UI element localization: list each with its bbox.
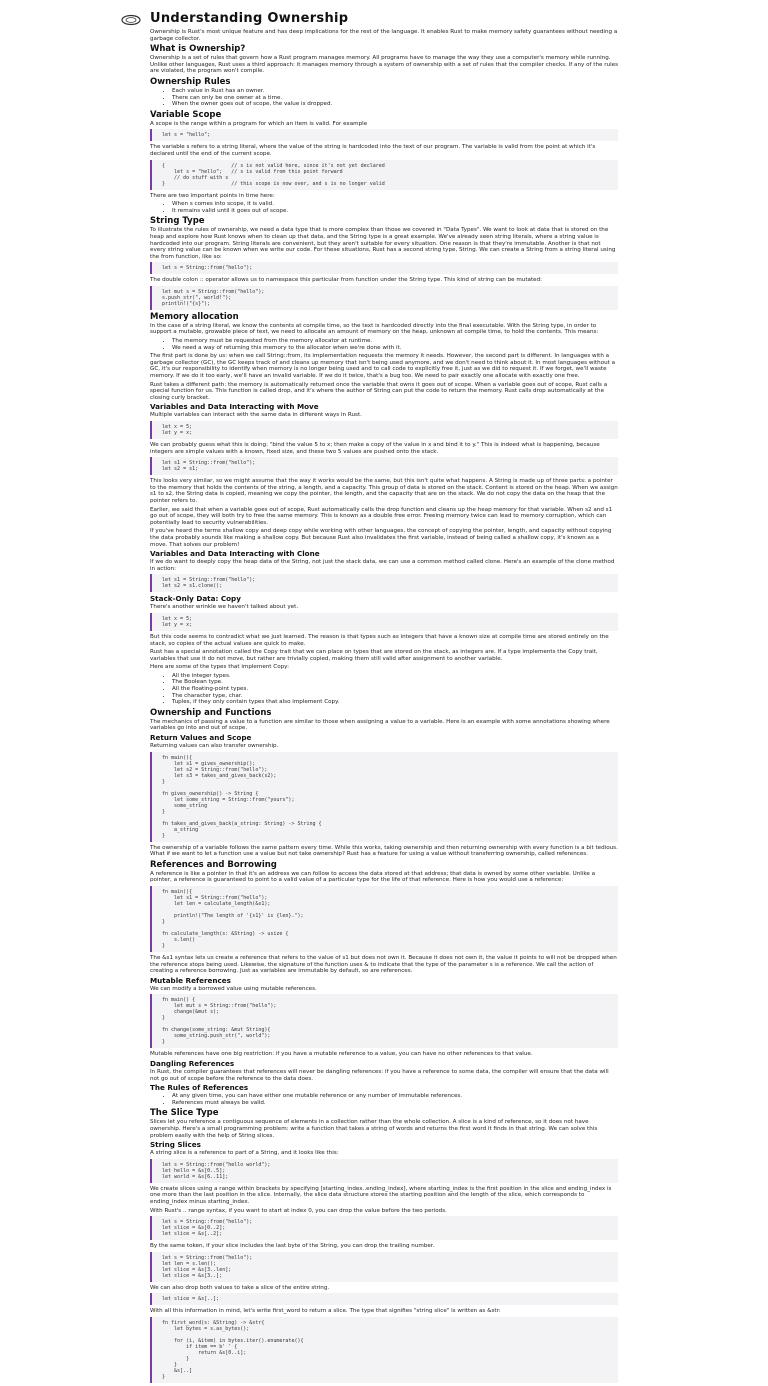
list-item: • All the integer types. <box>172 673 618 680</box>
paragraph: A scope is the range within a program for which an item is valid. For example <box>150 120 368 127</box>
list-item: • There can only be one owner at a time. <box>172 95 618 102</box>
heading-ownership-and-functions: Ownership and Functions <box>150 707 272 718</box>
paragraph: There are two important points in time here: <box>150 192 275 199</box>
list-item: • The memory must be requested from the memory allocator at runtime. <box>172 338 618 345</box>
heading-slice-type: The Slice Type <box>150 1108 219 1119</box>
subheading-string-slices: String Slices <box>150 1140 201 1150</box>
rules-list <box>150 88 618 108</box>
code-block: let s = String::from("hello"); let slice = &s[0..2]; let slice = &s[..2]; <box>150 1216 618 1240</box>
paragraph: Rust has a special annotation called the Copy trait that we can place on types that are stored on the stack, as integers are. If a type implements the Copy trait, variables that use it do not move, but rather are trivially copied, making them still valid after assignment to another variable. <box>150 649 598 662</box>
reference-rules-list <box>150 1093 618 1106</box>
page-title: Understanding Ownership <box>150 11 349 26</box>
list-item: • When the owner goes out of scope, the value is dropped. <box>172 101 618 108</box>
subheading-return-values: Return Values and Scope <box>150 733 252 743</box>
paragraph: If you've heard the terms shallow copy and deep copy while working with other languages, the concept of copying the pointer, length, and capacity without copying the data probably sounds like making a shallow copy. But because Rust also invalidates the first variable, instead of being called a shallow copy, it's known as a move. That solves our problem! <box>150 528 612 548</box>
paragraph: Here are some of the types that implement Copy: <box>150 664 289 671</box>
list-item: • It remains valid until it goes out of scope. <box>172 208 618 215</box>
paragraph: Slices let you reference a contiguous sequence of elements in a collection rather than the whole collection. A slice is a kind of reference, so it does not have ownership. Here's a small programming problem: write a function that takes a string of words and returns the first word it finds in that string. We can solve this problem easily with the help of String slices. <box>150 1119 598 1139</box>
paragraph: A string slice is a reference to part of a String, and it looks like this: <box>150 1150 339 1157</box>
scope-points-list <box>150 201 618 214</box>
paragraph: With all this information in mind, let's write first_word to return a slice. The type that signifies "string slice" is written as &str: <box>150 1308 501 1315</box>
paragraph: The ownership of a variable follows the same pattern every time. While this works, taking ownership and then returning ownership with every function is a bit tedious. What if we want to let a function use a value but not take ownership? Rust has a feature for using a value without transferring ownership, called references. <box>150 844 618 858</box>
code-block: fn main() { let mut s = String::from("hello"); change(&mut s); } fn change(some_string: &mut String){ some_string.push_str(", world"); } <box>150 994 618 1048</box>
heading-memory-allocation: Memory allocation <box>150 311 239 322</box>
paragraph: Ownership is a set of rules that govern how a Rust program manages memory. All programs have to manage the way they use a computer's memory while running. Unlike other languages, Rust uses a third approach: it manages memory through a system of ownership with a set of rules that the compiler checks. If any of the rules are violated, the program won't compile. <box>150 55 618 75</box>
copy-types-list <box>150 673 618 706</box>
paragraph: Earlier, we said that when a variable goes out of scope, Rust automatically calls the drop function and cleans up the heap memory for that variable. When s2 and s1 go out of scope, they will both try to free the same memory. This is known as a double free error. Freeing memory twice can lead to memory corruption, which can potentially lead to security vulnerabilities. <box>150 506 613 526</box>
code-block: let s = "hello"; <box>150 129 618 141</box>
paragraph: A reference is like a pointer in that it's an address we can follow to access the data stored at that address; that data is owned by some other variable. Unlike a pointer, a reference is guaranteed to point to a valid value of a particular type for the life of that reference. Here is how you would use a reference: <box>150 870 596 884</box>
code-block: let x = 5; let y = x; <box>150 421 618 439</box>
heading-ownership-rules: Ownership Rules <box>150 76 231 87</box>
code-block: let mut s = String::from("hello"); s.push_str(", world!"); println!("{s}"); <box>150 286 618 310</box>
code-block: let s1 = String::from("hello"); let s2 = s1; <box>150 457 618 475</box>
subheading-mutable-references: Mutable References <box>150 975 231 985</box>
paragraph: Multiple variables can interact with the same data in different ways in Rust. <box>150 412 362 419</box>
code-block: fn first_word(s: &String) -> &str{ let bytes = s.as_bytes(); for (i, &item) in bytes.iter().enumerate(){ if item == b' ' { return &s[0..i]; } } &s[..] } <box>150 1317 618 1383</box>
article <box>150 12 618 1386</box>
heading-string-type: String Type <box>150 216 205 227</box>
code-block: let s = String::from("hello"); let len = s.len(); let slice = &s[3..len]; let slice = &s[3..]; <box>150 1252 618 1282</box>
paragraph: Mutable references have one big restriction: if you have a mutable reference to a value, you can have no other references to that value. <box>150 1051 533 1058</box>
list-item: • At any given time, you can have either one mutable reference or any number of immutable references. <box>172 1093 618 1100</box>
paragraph: We can probably guess what this is doing: "bind the value 5 to x; then make a copy of the value in x and bind it to y." This is indeed what is happening, because integers are simple values with a known, fixed size, and these two 5 values are pushed onto the stack. <box>150 442 600 455</box>
list-item: • Each value in Rust has an owner. <box>172 88 618 95</box>
list-item: • All the floating-point types. <box>172 686 618 693</box>
paragraph: With Rust's .. range syntax, if you want to start at index 0, you can drop the value before the two periods. <box>150 1207 447 1214</box>
paragraph: In Rust, the compiler guarantees that references will never be dangling references: if you have a reference to some data, the compiler will ensure that the data will not go out of scope before the reference to the data does. <box>150 1068 609 1082</box>
paragraph: We can modify a borrowed value using mutable references. <box>150 985 317 992</box>
code-block: let slice = &s[..]; <box>150 1293 618 1305</box>
heading-what-is-ownership: What is Ownership? <box>150 44 246 55</box>
code-block: let x = 5; let y = x; <box>150 613 618 631</box>
paragraph: If we do want to deeply copy the heap data of the String, not just the stack data, we can use a common method called clone. Here's an example of the clone method in action: <box>150 559 615 572</box>
paragraph: But this code seems to contradict what we just learned. The reason is that types such as integers that have a known size at compile time are stored entirely on the stack, so copies of the actual values are quick to make. <box>150 633 609 647</box>
paragraph: This looks very similar, so we might assume that the way it works would be the same, but this isn't quite what happens. A String is made up of three parts: a pointer to the memory that holds the contents of the string, a length, and a capacity. This group of data is stored on the stack. Content is stored on the heap. When we assign s1 to s2, the String data is copied, meaning we copy the pointer, the length, and the capacity that are on the stack. We do not copy the data on the heap that the pointer refers to. <box>150 478 618 504</box>
code-block: fn main(){ let s1 = String::from("hello"); let len = calculate_length(&s1); println!("The length of '{s1}' is {len}."); } fn calculate_length(s: &String) -> usize { s.len() } <box>150 886 618 952</box>
paragraph: The &s1 syntax lets us create a reference that refers to the value of s1 but does not own it. Because it does not own it, the value it points to will not be dropped when the reference stops being used. Likewise, the signature of the function uses & to indicate that the type of the parameter s is a reference. We call the action of creating a reference borrowing. Just as variables are immutable by default, so are references. <box>150 955 617 975</box>
subheading-dangling: Dangling References <box>150 1058 235 1068</box>
paragraph: We can also drop both values to take a slice of the entire string. <box>150 1284 330 1291</box>
heading-references: References and Borrowing <box>150 859 277 870</box>
paragraph: By the same token, if your slice includes the last byte of the String, you can drop the trailing number. <box>150 1243 435 1250</box>
paragraph: Rust takes a different path: the memory is automatically returned once the variable that owns it goes out of scope. When a variable goes out of scope, Rust calls a special function for us. This function is called drop, and it's where the author of String can put the code to return the memory. Rust calls drop automatically at the closing curly bracket. <box>150 381 608 401</box>
paragraph: Returning values can also transfer ownership. <box>150 743 279 750</box>
code-block: { // s is not valid here, since it's not yet declared let s = "hello"; // s is valid from this point forward // do stuff with s } // this scope is now over, and s is no longer valid <box>150 160 618 190</box>
rust-logo-icon <box>120 14 142 26</box>
paragraph: The double colon :: operator allows us to namespace this particular from function under the String type. This kind of string can be mutated: <box>150 277 543 284</box>
subheading-rules-of-references: The Rules of References <box>150 1083 249 1093</box>
list-item: • References must always be valid. <box>172 1100 618 1107</box>
code-block: fn main(){ let s1 = gives_ownership(); let s2 = String::from("hello"); let s3 = takes_and_gives_back(s2); } fn gives_ownership() -> String { let some_string = String::from("yours"); some_string } fn takes_and_gives_back(a_string: String) -> String { a_string } <box>150 752 618 842</box>
list-item: • When s comes into scope, it is valid. <box>172 201 618 208</box>
list-item: • The Boolean type. <box>172 679 618 686</box>
code-block: let s = String::from("hello"); <box>150 262 618 274</box>
paragraph: In the case of a string literal, we know the contents at compile time, so the text is hardcoded directly into the final executable. With the String type, in order to support a mutable, growable piece of text, we need to allocate an amount of memory on the heap, unknown at compile time, to hold the contents. This means: <box>150 322 599 336</box>
intro-paragraph: Ownership is Rust's most unique feature and has deep implications for the rest of the language. It enables Rust to make memory safety guarantees without needing a garbage collector. <box>150 29 618 42</box>
code-block: let s = String::from("hello world"); let hello = &s[0..5]; let world = &s[6..11]; <box>150 1159 618 1183</box>
subheading-copy: Stack-Only Data: Copy <box>150 594 241 604</box>
paragraph: The mechanics of passing a value to a function are similar to those when assigning a value to a variable. Here is an example with some annotations showing where variables go into and out of scope. <box>150 718 610 732</box>
code-block: let s1 = String::from("hello"); let s2 = s1.clone(); <box>150 574 618 592</box>
paragraph: The variable s refers to a string literal, where the value of the string is hardcoded into the text of our program. The variable is valid from the point at which it's declared until the end of the current scope. <box>150 144 596 157</box>
list-item: • We need a way of returning this memory to the allocator when we're done with it. <box>172 345 618 352</box>
paragraph: The first part is done by us: when we call String::from, its implementation requests the memory it needs. However, the second part is different. In languages with a garbage collector (GC), the GC keeps track of and cleans up memory that isn't being used anymore, and we don't need to think about it. In most languages without a GC, it's our responsibility to identify when memory is no longer being used and to call code to explicitly free it, just as we did to request it. If we forget, we'll waste memory. If we do it too early, we'll have an invalid variable. If we do it twice, that's a bug too. We need to pair exactly one allocate with exactly one free. <box>150 353 616 380</box>
subheading-clone: Variables and Data Interacting with Clone <box>150 549 320 559</box>
heading-variable-scope: Variable Scope <box>150 109 222 120</box>
paragraph: There's another wrinkle we haven't talked about yet. <box>150 604 299 611</box>
list-item: • Tuples, if they only contain types that also implement Copy. <box>172 699 618 706</box>
paragraph: To illustrate the rules of ownership, we need a data type that is more complex than those we covered in "Data Types". We want to look at data that is stored on the heap and explore how Rust knows when to clean up that data, and the String type is a great example. We've already seen string literals, where a string value is hardcoded into our program. String literals are convenient, but they aren't suitable for every situation. One reason is that they're immutable. Another is that not every string value can be known when we write our code. For these situations, Rust has a second string type, String. We can create a String from a string literal using the from function, like so: <box>150 227 616 260</box>
list-item: • The character type, char. <box>172 693 618 700</box>
paragraph: We create slices using a range within brackets by specifying [starting_index..ending_index], where starting_index is the first position in the slice and ending_index is one more than the last position in the slice. Internally, the slice data structure stores the starting position and the length of the slice, which corresponds to ending_index minus starting_index. <box>150 1185 612 1205</box>
subheading-move: Variables and Data Interacting with Move <box>150 402 319 412</box>
memory-list <box>150 338 618 351</box>
